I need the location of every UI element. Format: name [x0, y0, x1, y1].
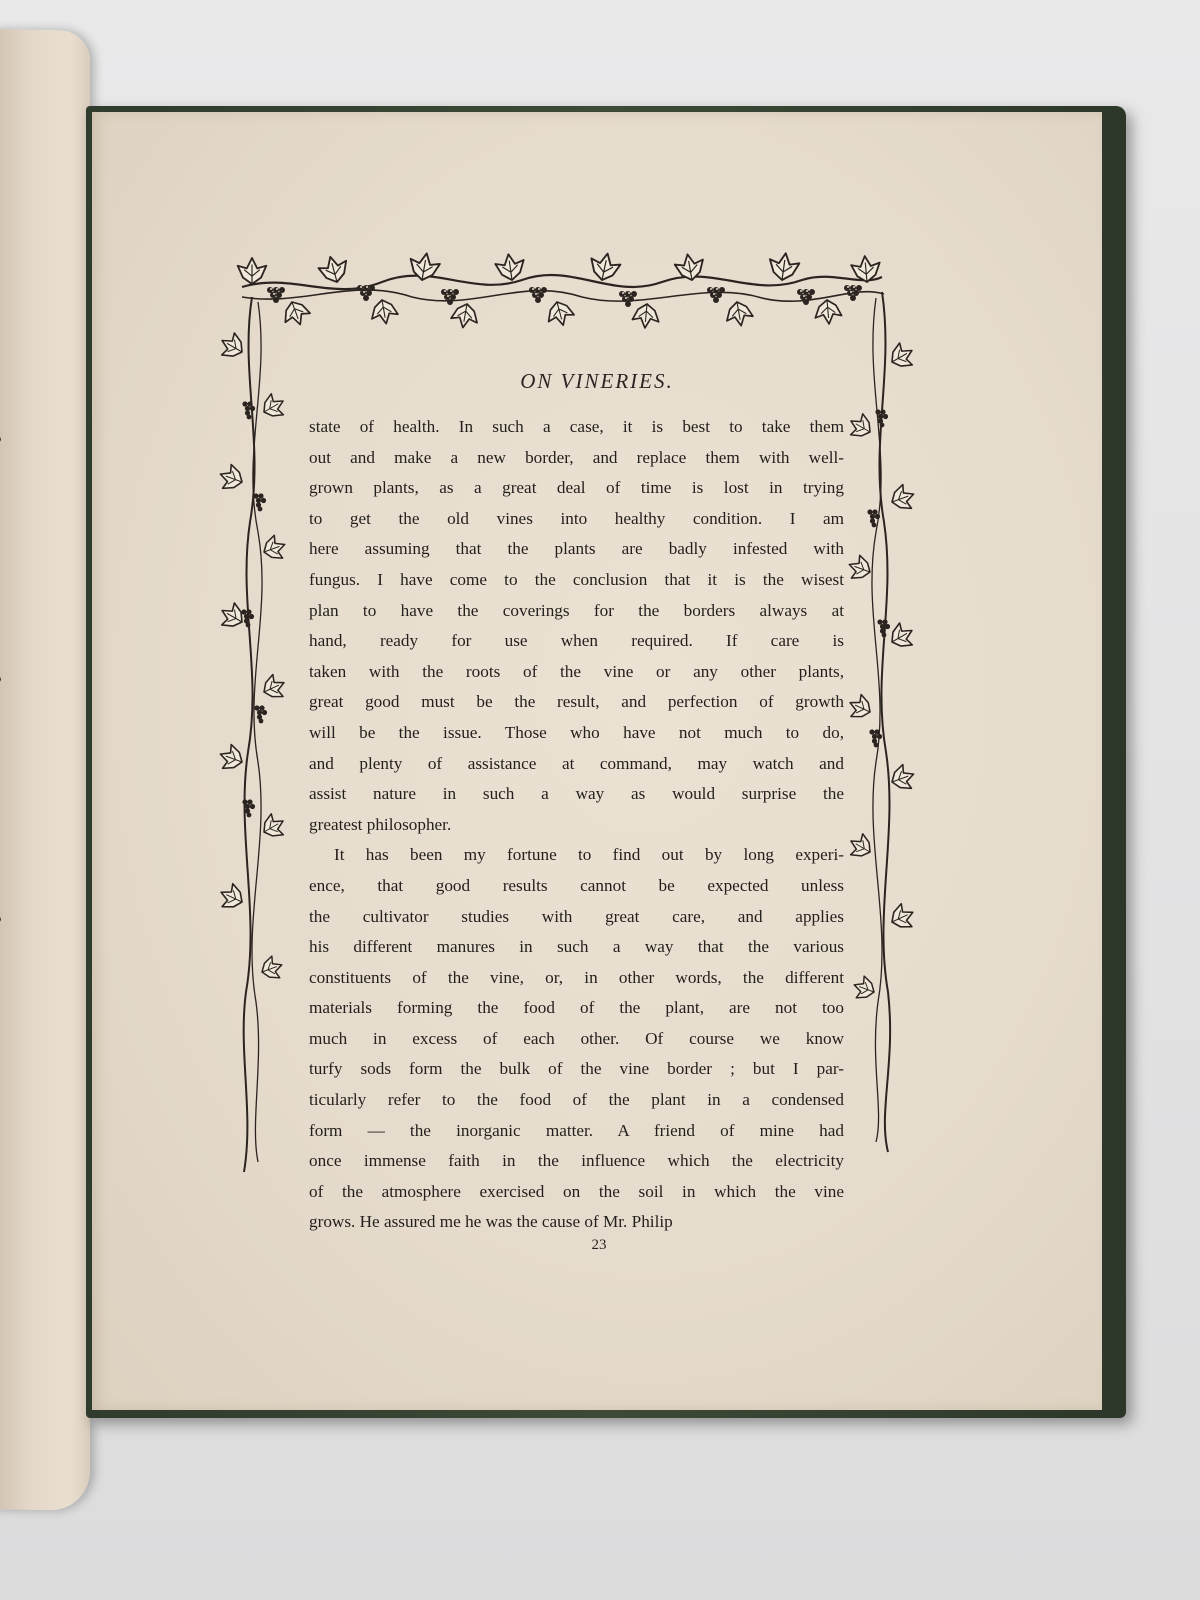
page-heading: ON VINERIES. [520, 369, 674, 393]
text-line: out and make a new border, and replace them with well- [309, 447, 844, 467]
text-line: materials forming the food of the plant, are not too [309, 998, 844, 1018]
text-line: taken with the roots of the vine or any other plants, [309, 661, 844, 681]
text-line: hand, ready for use when required. If care is [309, 631, 844, 651]
text-line: to get the old vines into healthy condition. I am [309, 508, 844, 528]
text-line: form — the inorganic matter. A friend of mine had [309, 1120, 844, 1140]
text-line: and plenty of assistance at command, may watch and [309, 753, 844, 773]
text-line: here assuming that the plants are badly infested with [309, 539, 844, 559]
text-line: constituents of the vine, or, in other words, the different [309, 967, 844, 987]
text-line: once immense faith in the influence which the electricity [309, 1151, 844, 1171]
body-text [309, 412, 844, 1238]
page-number: 23 [591, 1237, 607, 1253]
text-line: fungus. I have come to the conclusion that it is the wisest [309, 569, 844, 589]
text-line: turfy sods form the bulk of the vine border ; but I par- [309, 1059, 844, 1079]
text-line: will be the issue. Those who have not much to do, [309, 722, 844, 742]
text-line: his different manures in such a way that the various [309, 937, 844, 957]
paragraphs [309, 412, 844, 1238]
book-page [92, 112, 1102, 1410]
text-line: ence, that good results cannot be expected unless [309, 875, 844, 895]
text-line: assist nature in such a way as would surprise the [309, 784, 844, 804]
text-line: the cultivator studies with great care, and applies [309, 906, 844, 926]
text-line: greatest philosopher. [309, 814, 452, 834]
text-line: plan to have the coverings for the borders always at [309, 600, 844, 620]
text-line: ticularly refer to the food of the plant in a condensed [309, 1090, 844, 1110]
text-line: It has been my fortune to find out by long experi- [334, 845, 844, 865]
text-line: of the atmosphere exercised on the soil in which the vine [309, 1181, 844, 1201]
text-line: great good must be the result, and perfection of growth [309, 692, 844, 712]
text-line: grows. He assured me he was the cause of Mr. Philip [309, 1212, 673, 1232]
left-page [0, 29, 90, 1511]
text-line: much in excess of each other. Of course we know [309, 1028, 844, 1048]
text-line: grown plants, as a great deal of time is lost in trying [309, 478, 844, 498]
left-page-vine-ornament [0, 229, 4, 1129]
text-line: state of health. In such a case, it is best to take them [309, 417, 844, 436]
